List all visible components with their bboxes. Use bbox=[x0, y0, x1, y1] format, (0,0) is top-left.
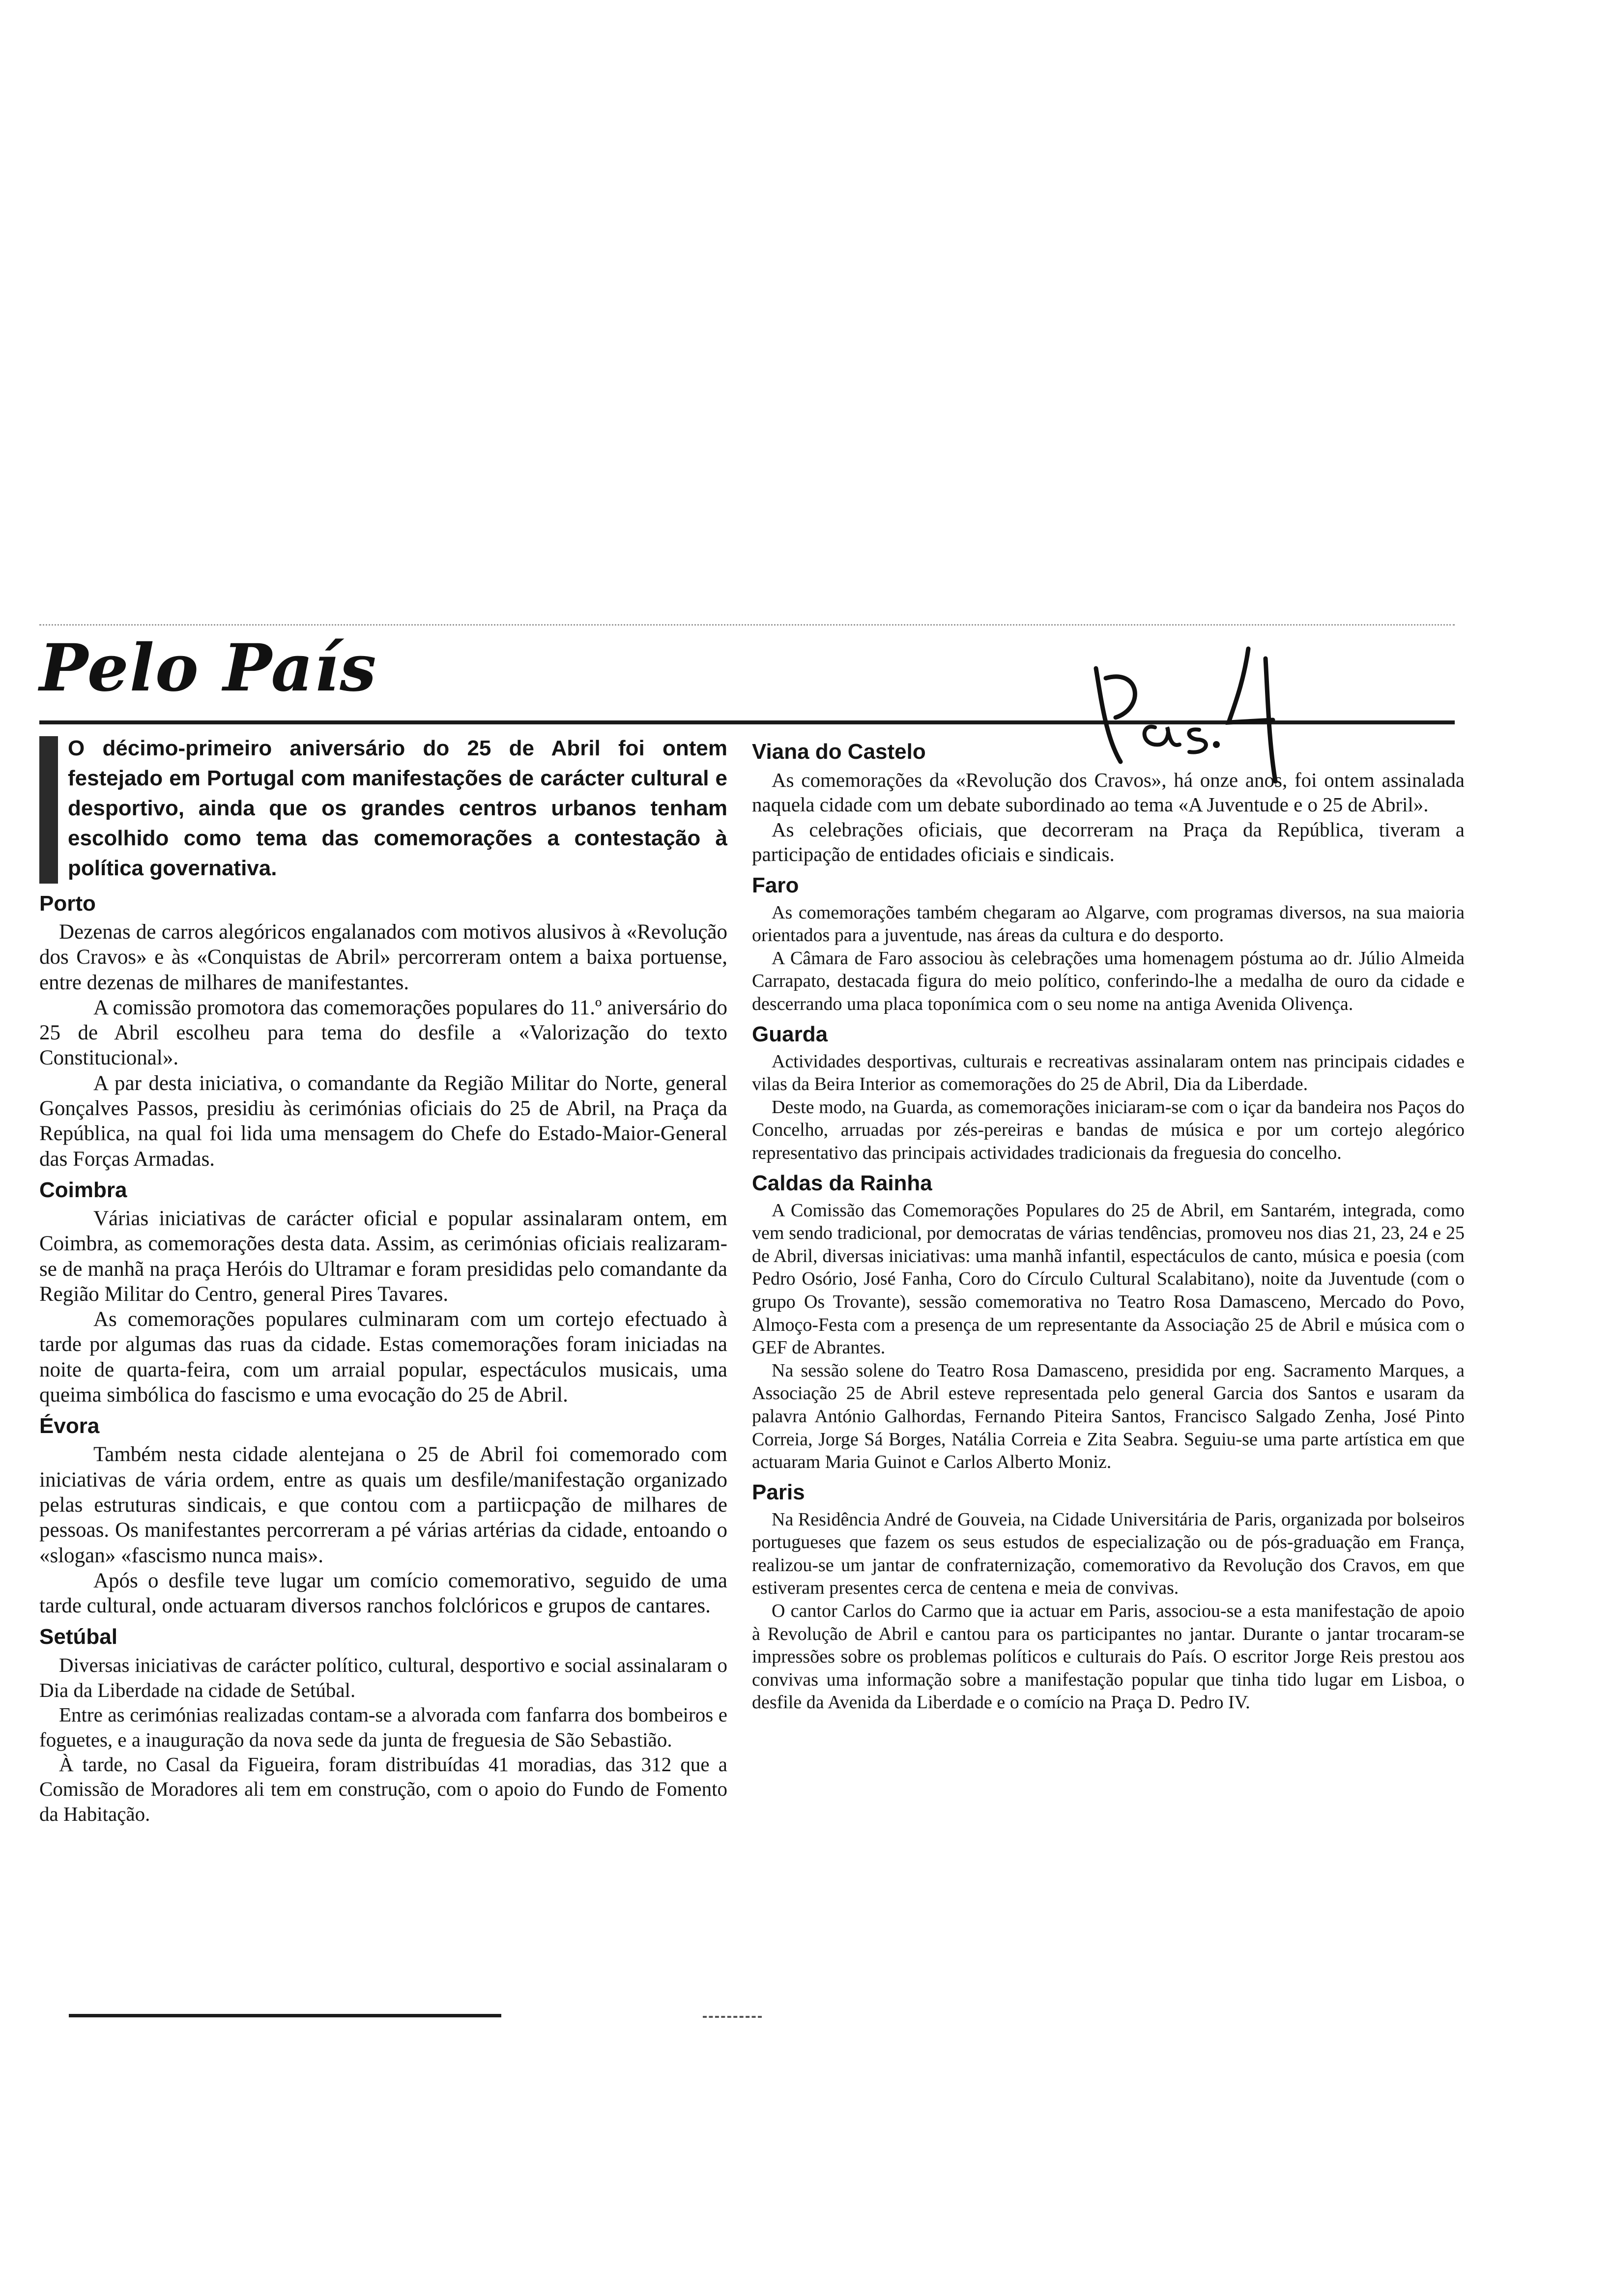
article-paragraph: Também nesta cidade alentejana o 25 de Abril foi comemorado com iniciativas de vária ordem, entre as quais um desfile/manifestação organizado pelas estruturas sindicais, e que contou com a partiicpação de milhares de pessoas. Os manifestantes percorreram a pé várias artérias da cidade, entoando o «slogan» «fascismo nunca mais». bbox=[39, 1443, 727, 1567]
section-viana-do-castelo bbox=[752, 738, 1465, 867]
city-heading: Setúbal bbox=[39, 1625, 117, 1649]
article-paragraph: A Câmara de Faro associou às celebrações uma homenagem póstuma ao dr. Júlio Almeida Carrapato, destacada figura do meio político, conferindo-lhe a medalha de ouro da cidade e descerrando uma placa toponímica com o seu nome na antiga Avenida Olivença. bbox=[752, 947, 1465, 1014]
article-paragraph: As comemorações da «Revolução dos Cravos», há onze anos, foi ontem assinalada naquela cidade com um debate subordinado ao tema «A Juventude e o 25 de Abril». bbox=[752, 769, 1465, 816]
section-guarda bbox=[752, 1021, 1465, 1165]
article-paragraph: Diversas iniciativas de carácter político, cultural, desportivo e social assinalaram o Dia da Liberdade na cidade de Setúbal. bbox=[39, 1654, 727, 1701]
city-heading: Porto bbox=[39, 891, 96, 916]
article-paragraph: Várias iniciativas de carácter oficial e popular assinalaram ontem, em Coimbra, as comemorações desta data. Assim, as cerimónias oficiais realizaram-se de manhã na praça Heróis do Ultramar e foram presididas pelo comandante da Região Militar do Centro, general Pires Tavares. bbox=[39, 1206, 727, 1306]
city-heading: Viana do Castelo bbox=[752, 740, 926, 764]
header-dotted-rule bbox=[39, 624, 1455, 626]
article-paragraph: As celebrações oficiais, que decorreram na Praça da República, tiveram a participação de entidades oficiais e sindicais. bbox=[752, 818, 1465, 866]
article-paragraph: Após o desfile teve lugar um comício comemorativo, seguido de uma tarde cultural, onde actuaram diversos ranchos folclóricos e grupos de cantares. bbox=[39, 1569, 727, 1618]
section-porto bbox=[39, 890, 727, 1172]
left-column bbox=[39, 733, 727, 1826]
right-column bbox=[752, 733, 1465, 1714]
section-caldas-da-rainha bbox=[752, 1170, 1465, 1474]
article-paragraph: As comemorações populares culminaram com um cortejo efectuado à tarde por algumas das ruas da cidade. Estas comemorações foram iniciadas na noite de quarta-feira, com um arraial popular, espectáculos musicais, uma queima simbólica do fascismo e uma evocação do 25 de Abril. bbox=[39, 1308, 727, 1407]
section-faro bbox=[752, 872, 1465, 1016]
city-heading: Évora bbox=[39, 1414, 100, 1438]
section-evora bbox=[39, 1412, 727, 1618]
city-heading: Guarda bbox=[752, 1022, 828, 1046]
lead-paragraph: O décimo-primeiro aniversário do 25 de Abril foi ontem festejado em Portugal com manifestações de carácter cultural e desportivo, ainda que os grandes centros urbanos tenham escolhido como tema das comemorações a contestação à política governativa. bbox=[68, 736, 727, 880]
lead-marker bbox=[39, 736, 58, 884]
article-paragraph: À tarde, no Casal da Figueira, foram distribuídas 41 moradias, das 312 que a Comissão de Moradores ali tem em construção, com o apoio do Fundo de Fomento da Habitação. bbox=[39, 1753, 727, 1825]
article-paragraph: Na sessão solene do Teatro Rosa Damasceno, presidida por eng. Sacramento Marques, a Associação 25 de Abril esteve representada pelo general Garcia dos Santos e usaram da palavra António Galhordas, Fernando Piteira Santos, Francisco Salgado Zenha, José Pinto Correia, Jorge Sá Borges, Natália Correia e Zita Seabra. Seguiu-se uma parte artística em que actuaram Maria Guinot e Carlos Alberto Moniz. bbox=[752, 1360, 1465, 1473]
article-paragraph: Na Residência André de Gouveia, na Cidade Universitária de Paris, organizada por bolseiros portugueses que fazem os seus estudos de especialização ou de pós-graduação em França, realizou-se um jantar de confraternização, comemorativo da Revolução dos Cravos, em que estiveram presentes cerca de centena e meia de convivas. bbox=[752, 1509, 1465, 1599]
city-heading: Faro bbox=[752, 873, 799, 897]
city-heading: Caldas da Rainha bbox=[752, 1171, 932, 1195]
section-paris bbox=[752, 1479, 1465, 1714]
newspaper-clipping bbox=[29, 604, 1465, 2030]
section-title: Pelo País bbox=[39, 630, 377, 706]
section-setubal bbox=[39, 1623, 727, 1826]
city-heading: Paris bbox=[752, 1480, 805, 1504]
footer-rule bbox=[69, 2014, 501, 2017]
article-paragraph: O cantor Carlos do Carmo que ia actuar em Paris, associou-se a esta manifestação de apoio à Revolução de Abril e cantou para os participantes no jantar. Durante o jantar trocaram-se impressões sobre os problemas políticos e culturais do País. O escritor Jorge Reis prestou aos convivas uma informação sobre a manifestação popular que tinha tido lugar em Lisboa, o desfile da Avenida da Liberdade e o comício na Praça D. Pedro IV. bbox=[752, 1601, 1465, 1713]
article-paragraph: A Comissão das Comemorações Populares do 25 de Abril, em Santarém, integrada, como vem sendo tradicional, por democratas de várias tendências, promoveu nos dias 21, 23, 24 e 25 de Abril, diversas iniciativas: uma manhã infantil, espectáculos de canto, música e poesia (com Pedro Osório, José Fanha, Coro do Círculo Cultural Scalabitano), noite da Juventude (com o grupo Os Trovante), sessão comemorativa no Teatro Rosa Damasceno, Mercado do Povo, Almoço-Festa com a presença de um representante da Associação 25 de Abril e música com o GEF de Abrantes. bbox=[752, 1200, 1465, 1358]
footer-dash bbox=[703, 2016, 762, 2018]
article-paragraph: Deste modo, na Guarda, as comemorações iniciaram-se com o içar da bandeira nos Paços do Concelho, arruadas por zés-pereiras e bandas de música e por um cortejo alegórico representativo das principais actividades tradicionais da freguesia do concelho. bbox=[752, 1096, 1465, 1163]
lead-block bbox=[39, 733, 727, 883]
article-paragraph: As comemorações também chegaram ao Algarve, com programas diversos, na sua maioria orientados para a juventude, nas áreas da cultura e do desporto. bbox=[752, 902, 1465, 946]
article-paragraph: A comissão promotora das comemorações populares do 11.º aniversário do 25 de Abril escolheu para tema do desfile a «Valorização do texto Constitucional». bbox=[39, 996, 727, 1070]
article-paragraph: Actividades desportivas, culturais e recreativas assinalaram ontem nas principais cidades e vilas da Beira Interior as comemorações do 25 de Abril, Dia da Liberdade. bbox=[752, 1051, 1465, 1095]
section-coimbra bbox=[39, 1177, 727, 1407]
article-paragraph: A par desta iniciativa, o comandante da Região Militar do Norte, general Gonçalves Passos, presidiu às cerimónias oficiais do 25 de Abril, na Praça da República, na qual foi lida uma mensagem do Chefe do Estado-Maior-General das Forças Armadas. bbox=[39, 1071, 727, 1171]
article-paragraph: Entre as cerimónias realizadas contam-se a alvorada com fanfarra dos bombeiros e foguetes, e a inauguração da nova sede da junta de freguesia de São Sebastião. bbox=[39, 1703, 727, 1751]
article-paragraph: Dezenas de carros alegóricos engalanados com motivos alusivos à «Revolução dos Cravos» e às «Conquistas de Abril» percorreram ontem a baixa portuense, entre dezenas de milhares de manifestantes. bbox=[39, 920, 727, 994]
city-heading: Coimbra bbox=[39, 1177, 127, 1202]
